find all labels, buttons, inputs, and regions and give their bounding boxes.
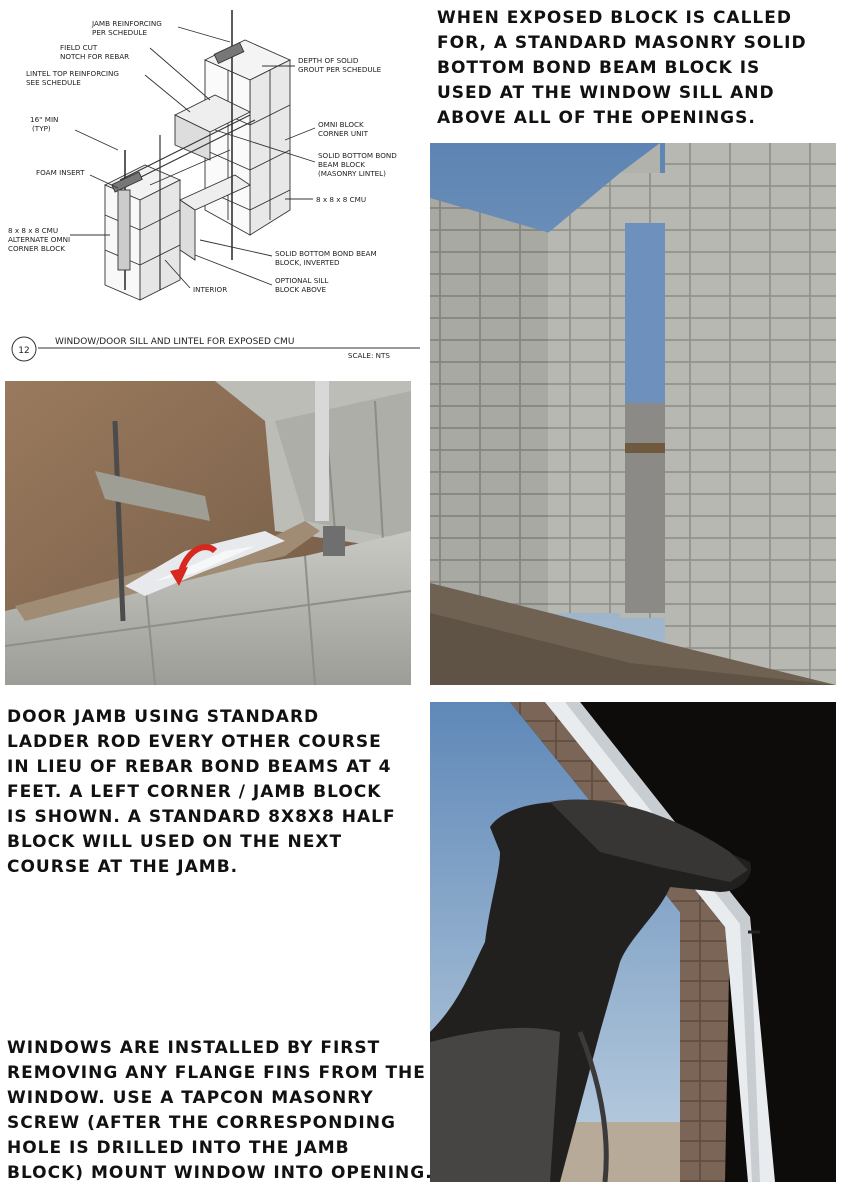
svg-text:CORNER BLOCK: CORNER BLOCK [8,244,65,253]
label-depth-grout: DEPTH OF SOLID [298,56,359,65]
svg-text:(MASONRY LINTEL): (MASONRY LINTEL) [318,169,386,178]
svg-text:BLOCK ABOVE: BLOCK ABOVE [275,285,327,294]
svg-text:SEE SCHEDULE: SEE SCHEDULE [26,78,81,87]
drawing-title: WINDOW/DOOR SILL AND LINTEL FOR EXPOSED CMU [55,337,295,347]
caption-bottom-left: WINDOWS ARE INSTALLED BY FIRST REMOVING ANY FLANGE FINS FROM THE WINDOW. USE A TAPCON MASONRY SCREW (AFTER THE CORRESPONDING HOLE IS DRILLED INTO THE JAMB BLOCK) MOUNT WINDOW INTO OPENING. [7,1038,433,1183]
label-alt-omni: 8 x 8 x 8 CMU [8,226,59,235]
label-cmu: 8 x 8 x 8 CMU [316,195,367,204]
svg-text:BLOCK, INVERTED: BLOCK, INVERTED [275,258,340,267]
label-optional-sill: OPTIONAL SILL [275,276,329,285]
label-interior: INTERIOR [193,285,228,294]
svg-text:ALTERNATE OMNI: ALTERNATE OMNI [8,235,71,244]
caption-top-right: WHEN EXPOSED BLOCK IS CALLED FOR, A STANDARD MASONRY SOLID BOTTOM BOND BEAM BLOCK IS USED AT THE WINDOW SILL AND ABOVE ALL OF THE OPENINGS. [437,8,807,128]
label-omni-corner: OMNI BLOCK [318,120,364,129]
label-field-cut: FIELD CUT [60,43,98,52]
svg-text:GROUT PER SCHEDULE: GROUT PER SCHEDULE [298,65,382,74]
photo-jamb-block-svg [5,381,411,685]
drawing-scale: SCALE: NTS [347,351,390,360]
photo-jamb-block [5,381,411,685]
label-inverted: SOLID BOTTOM BOND BEAM [275,249,377,258]
label-lintel-top: LINTEL TOP REINFORCING [26,69,119,78]
label-jamb-reinforcing: JAMB REINFORCING [92,19,162,28]
svg-text:(TYP): (TYP) [32,124,51,133]
label-16-min: 16" MIN [30,115,59,124]
svg-text:CORNER UNIT: CORNER UNIT [318,129,369,138]
photo-door-opening-svg [430,143,836,685]
photo-window-install [430,702,836,1182]
svg-text:NOTCH FOR REBAR: NOTCH FOR REBAR [60,52,130,61]
svg-text:BEAM BLOCK: BEAM BLOCK [318,160,365,169]
label-foam-insert: FOAM INSERT [36,168,85,177]
photo-door-opening [430,143,836,685]
photo-window-install-svg [430,702,836,1182]
label-bond-beam: SOLID BOTTOM BOND [318,151,397,160]
svg-text:PER SCHEDULE: PER SCHEDULE [92,28,148,37]
detail-drawing [0,0,425,372]
detail-number: 12 [18,346,30,356]
caption-middle-left: DOOR JAMB USING STANDARD LADDER ROD EVERY OTHER COURSE IN LIEU OF REBAR BOND BEAMS AT 4 FEET. A LEFT CORNER / JAMB BLOCK IS SHOWN. A STANDARD 8X8X8 HALF BLOCK WILL USED ON THE NEXT COURSE AT THE JAMB. [7,707,396,877]
detail-drawing-svg [0,0,425,372]
